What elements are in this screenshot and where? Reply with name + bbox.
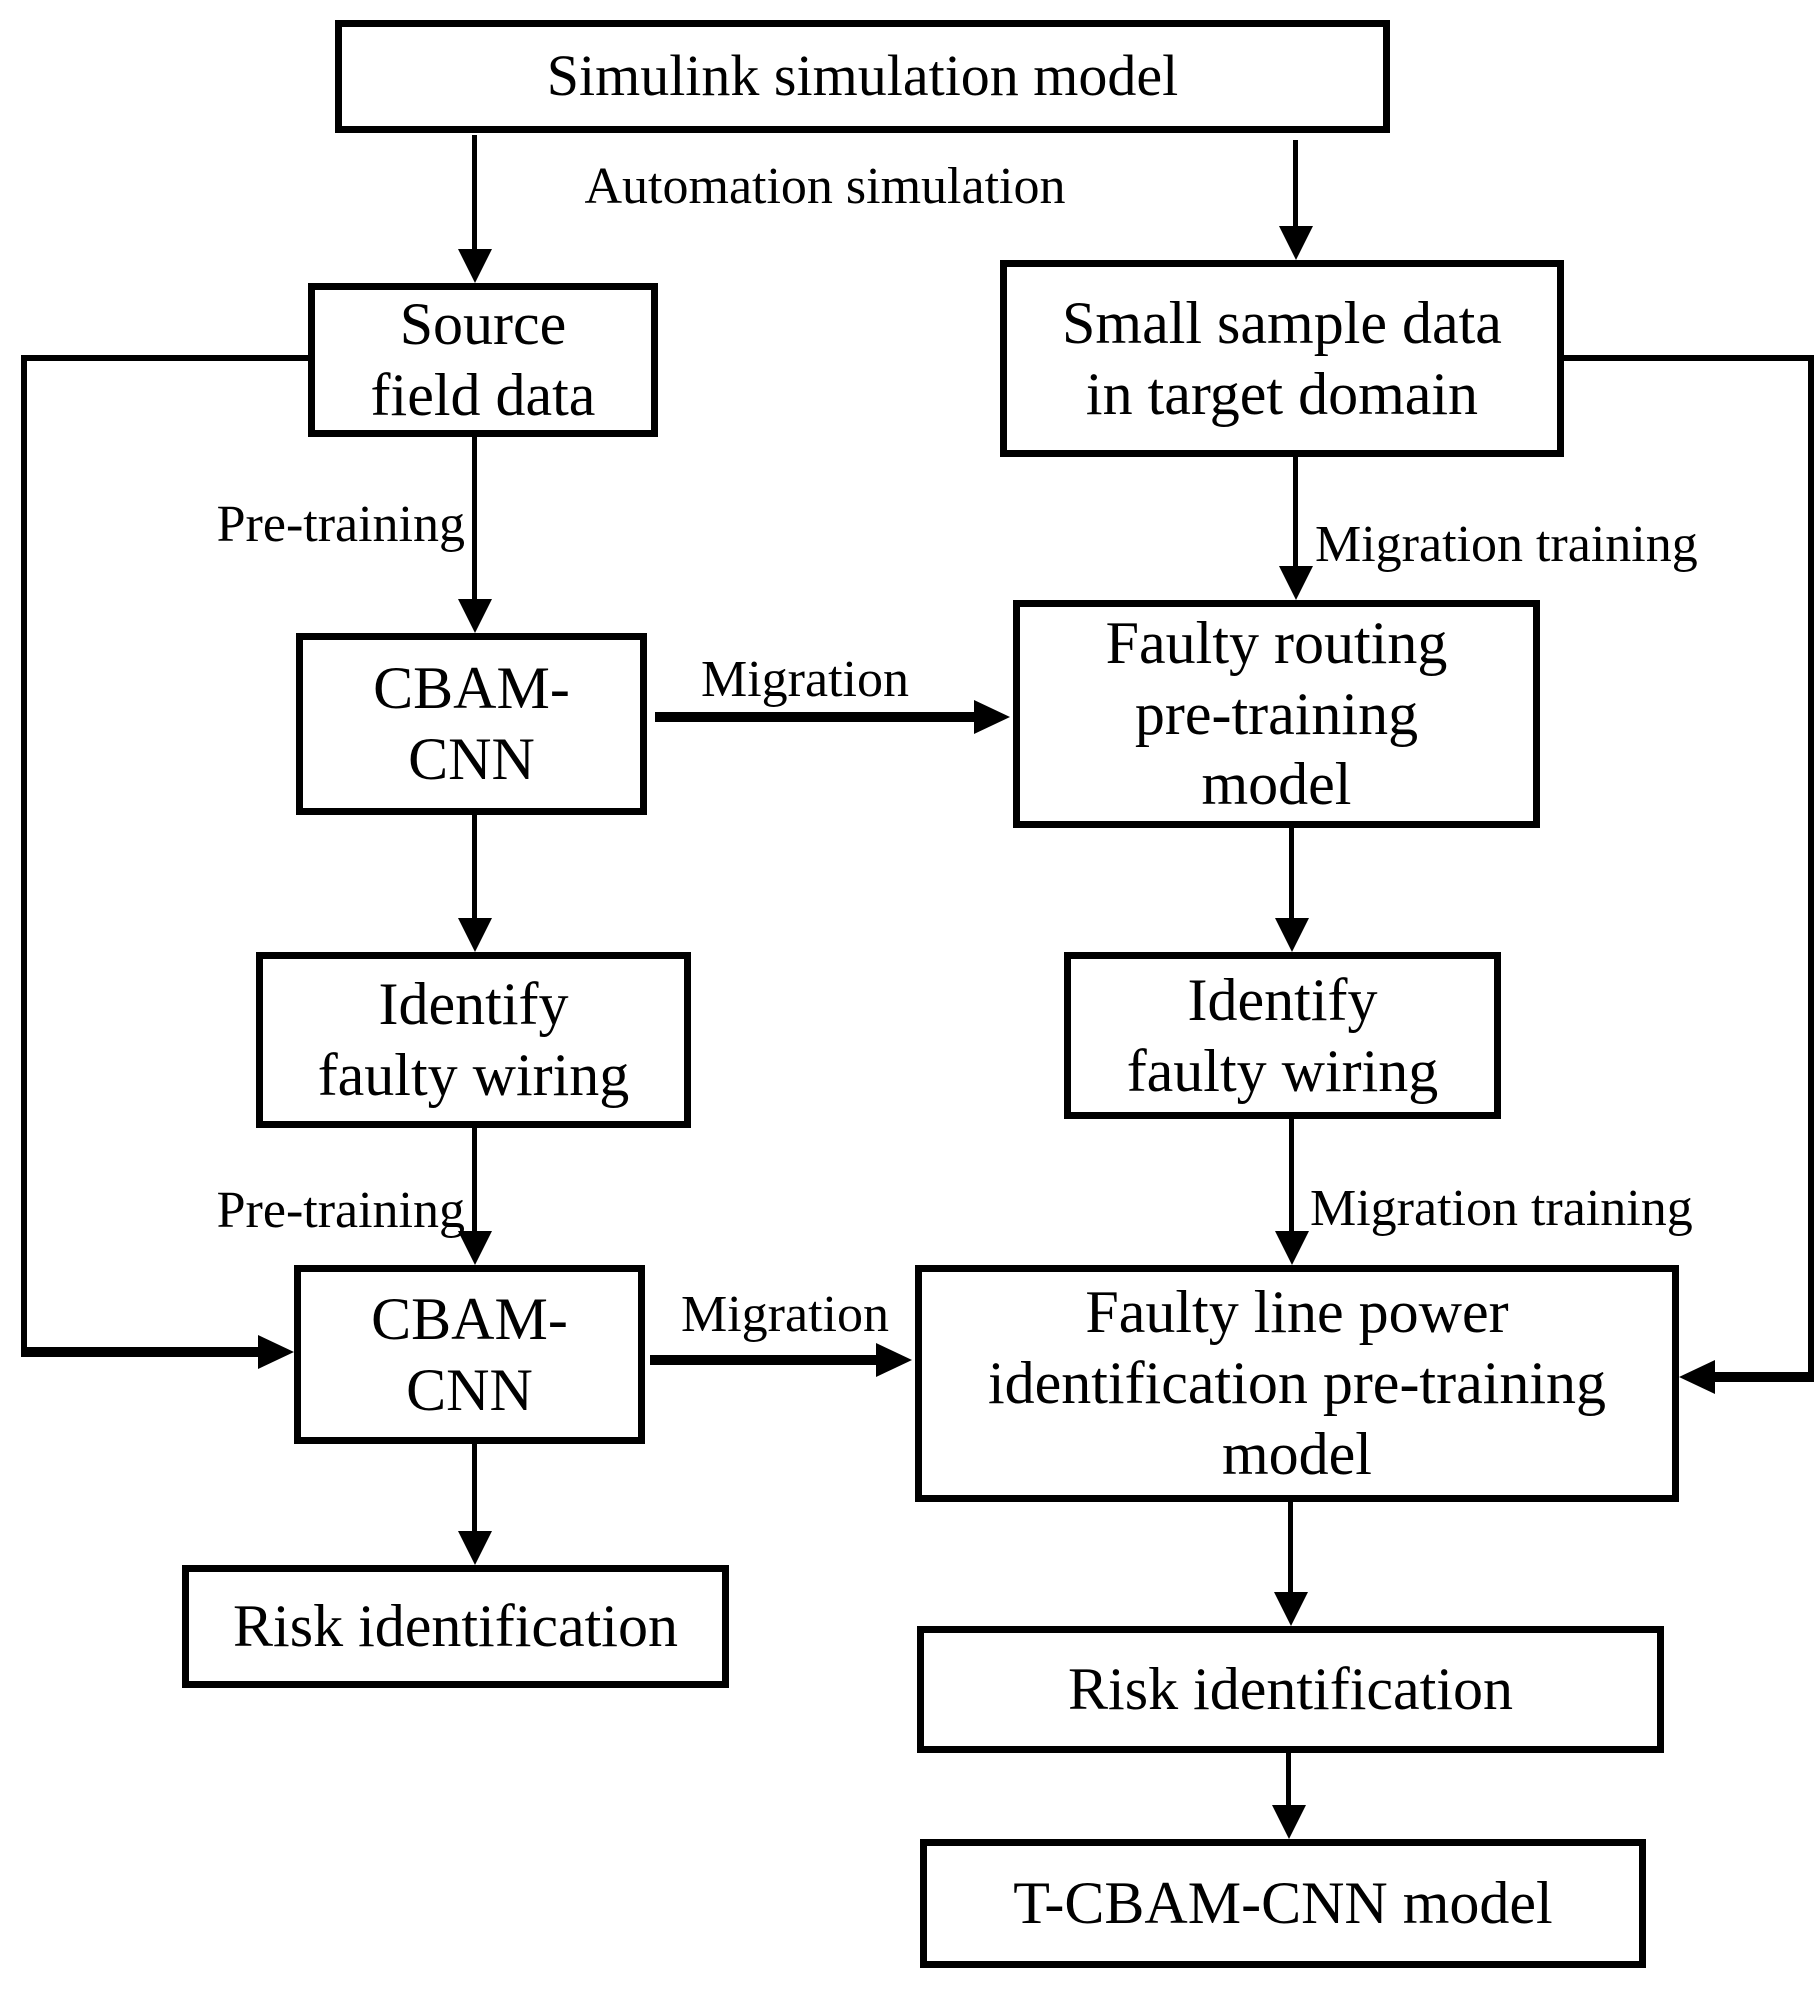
arrow-small-sample-to-faulty-routing-line bbox=[1293, 457, 1298, 566]
arrow-source-to-cbam1-line bbox=[472, 437, 477, 599]
edge-label-migration-training-2: Migration training bbox=[1310, 1180, 1693, 1237]
arrow-cbam1-to-identify-left-line bbox=[472, 815, 477, 918]
node-text-line: Risk identification bbox=[233, 1593, 678, 1660]
arrow-migration-2-line bbox=[650, 1355, 876, 1365]
node-text-line: model bbox=[1201, 751, 1352, 818]
arrow-migration-1-line bbox=[655, 712, 974, 722]
arrow-cbam1-to-identify-left-head bbox=[458, 918, 492, 952]
edge-label-automation-simulation: Automation simulation bbox=[584, 158, 1066, 215]
rail-right-arrow-head bbox=[1679, 1360, 1715, 1394]
node-text-line: Simulink simulation model bbox=[546, 43, 1179, 109]
node-text-line: CNN bbox=[408, 726, 535, 792]
node-text-line: in target domain bbox=[1085, 360, 1479, 427]
node-cbam-cnn-1 bbox=[296, 633, 647, 815]
arrow-identify-left-to-cbam2-head bbox=[458, 1231, 492, 1265]
edge-label-migration-2: Migration bbox=[681, 1286, 889, 1343]
node-text-line: CBAM- bbox=[371, 1285, 568, 1352]
node-text-line: Faulty line power bbox=[1085, 1279, 1509, 1346]
node-text-line: field data bbox=[370, 362, 596, 428]
node-t-cbam-cnn-model bbox=[920, 1839, 1646, 1968]
node-text-line: identification pre-training bbox=[987, 1350, 1607, 1417]
edge-label-pre-training-1: Pre-training bbox=[216, 496, 465, 553]
arrow-migration-2-head bbox=[876, 1343, 912, 1377]
arrow-simulink-to-small-sample-head bbox=[1279, 226, 1313, 260]
rail-left-top-segment bbox=[21, 355, 308, 361]
rail-right-bottom-segment bbox=[1715, 1372, 1814, 1382]
node-text-line: model bbox=[1222, 1420, 1372, 1487]
node-text-line: Identify bbox=[1187, 966, 1378, 1033]
node-source-field-data bbox=[308, 283, 658, 437]
rail-right-top-segment bbox=[1564, 355, 1814, 361]
arrow-faulty-routing-to-identify-right-line bbox=[1289, 828, 1294, 918]
node-text-line: Source bbox=[399, 291, 567, 358]
edge-label-pre-training-2: Pre-training bbox=[216, 1182, 465, 1239]
node-text-line: CNN bbox=[406, 1356, 533, 1423]
arrow-faulty-line-power-to-risk-right-head bbox=[1274, 1592, 1308, 1626]
node-identify-faulty-wiring-left bbox=[256, 952, 691, 1128]
arrow-migration-1-head bbox=[974, 700, 1010, 734]
node-risk-identification-left bbox=[182, 1565, 729, 1688]
node-simulink-simulation-model bbox=[335, 20, 1390, 133]
node-risk-identification-right bbox=[917, 1626, 1664, 1753]
node-text-line: Identify bbox=[378, 971, 569, 1038]
node-faulty-line-power-pretraining-model bbox=[915, 1265, 1679, 1502]
node-text-line: CBAM- bbox=[373, 655, 570, 722]
node-text-line: Small sample data bbox=[1062, 289, 1502, 356]
arrow-small-sample-to-faulty-routing-head bbox=[1279, 566, 1313, 600]
node-faulty-routing-pretraining-model bbox=[1013, 600, 1540, 828]
arrow-simulink-to-small-sample-line bbox=[1293, 140, 1298, 226]
arrow-faulty-routing-to-identify-right-head bbox=[1275, 918, 1309, 952]
rail-left-arrow-head bbox=[258, 1335, 294, 1369]
edge-label-migration-1: Migration bbox=[701, 651, 909, 708]
node-text-line: faulty wiring bbox=[317, 1042, 630, 1108]
node-text-line: Faulty routing bbox=[1105, 609, 1448, 676]
arrow-identify-left-to-cbam2-line bbox=[472, 1128, 477, 1231]
node-text-line: Risk identification bbox=[1068, 1656, 1513, 1723]
arrow-identify-right-to-faulty-line-power-line bbox=[1289, 1119, 1294, 1231]
arrow-simulink-to-source-line bbox=[472, 135, 477, 249]
node-text-line: T-CBAM-CNN model bbox=[1013, 1870, 1553, 1937]
arrow-simulink-to-source-head bbox=[458, 249, 492, 283]
arrow-risk-right-to-tcbam-head bbox=[1272, 1805, 1306, 1839]
rail-right-vertical-segment bbox=[1808, 355, 1814, 1382]
arrow-faulty-line-power-to-risk-right-line bbox=[1288, 1502, 1293, 1592]
edge-label-migration-training-1: Migration training bbox=[1315, 516, 1698, 573]
arrow-cbam2-to-risk-left-line bbox=[472, 1444, 477, 1531]
arrow-source-to-cbam1-head bbox=[458, 599, 492, 633]
node-identify-faulty-wiring-right bbox=[1064, 952, 1501, 1119]
arrow-cbam2-to-risk-left-head bbox=[458, 1531, 492, 1565]
node-text-line: pre-training bbox=[1134, 680, 1419, 747]
node-small-sample-data bbox=[1000, 260, 1564, 457]
node-text-line: faulty wiring bbox=[1126, 1037, 1439, 1104]
arrow-risk-right-to-tcbam-line bbox=[1286, 1753, 1291, 1805]
rail-left-bottom-segment bbox=[21, 1347, 258, 1357]
node-cbam-cnn-2 bbox=[294, 1265, 645, 1444]
arrow-identify-right-to-faulty-line-power-head bbox=[1275, 1231, 1309, 1265]
rail-left-vertical-segment bbox=[21, 355, 27, 1357]
